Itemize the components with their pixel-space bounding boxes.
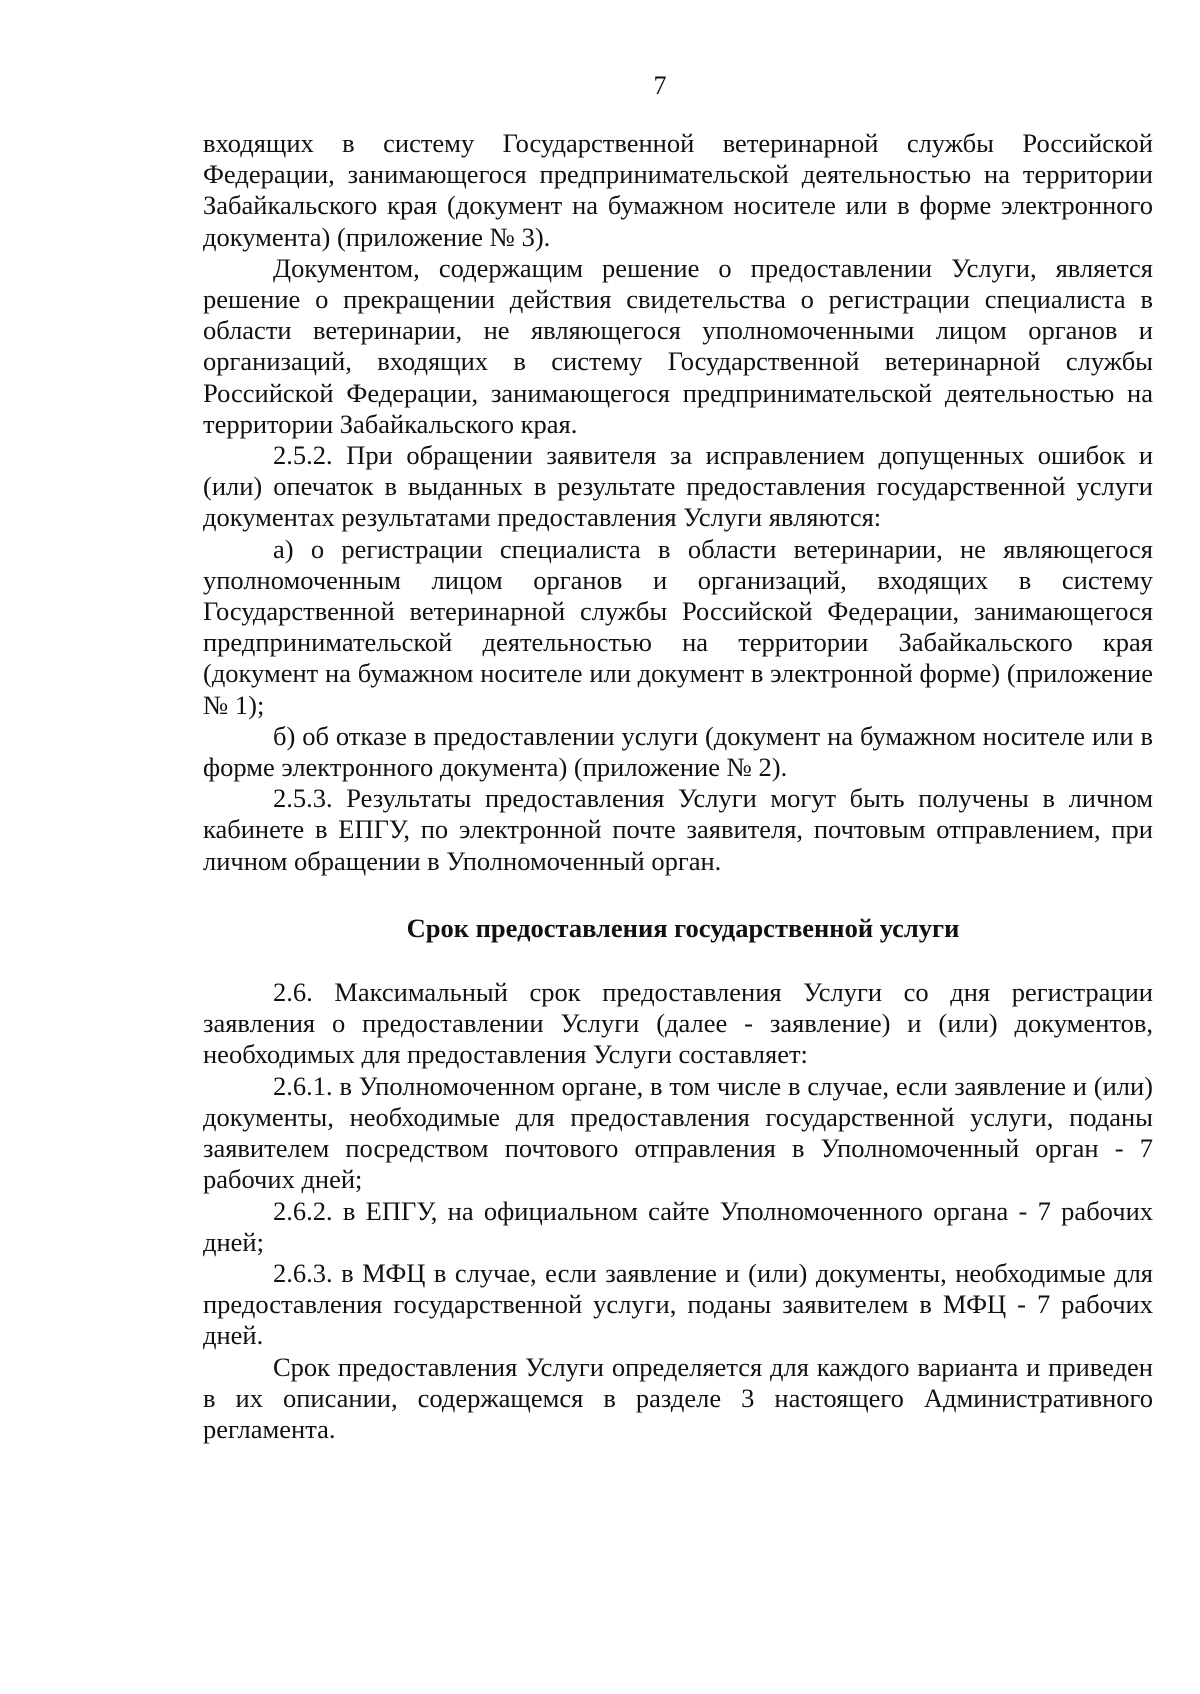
paragraph: б) об отказе в предоставлении услуги (документ на бумажном носителе или в форме электронного документа) (приложение № 2). bbox=[203, 720, 1153, 783]
paragraph: входящих в систему Государственной ветеринарной службы Российской Федерации, занимающегося предпринимательской деятельностью на территории Забайкальского края (документ на бумажном носителе или в форме электронного документа) (приложение № 3). bbox=[203, 128, 1153, 252]
paragraph: а) о регистрации специалиста в области ветеринарии, не являющегося уполномоченным лицом органов и организаций, входящих в систему Государственной ветеринарной службы Российской Федерации, занимающегося предпринимательской деятельностью на территории Забайкальского края (документ на бумажном носителе или документ в электронной форме) (приложение № 1); bbox=[203, 533, 1153, 720]
section-heading: Срок предоставления государственной услуги bbox=[406, 912, 960, 943]
paragraph: Срок предоставления Услуги определяется для каждого варианта и приведен в их описании, содержащемся в разделе 3 настоящего Административного регламента. bbox=[203, 1351, 1153, 1444]
document-body bbox=[203, 128, 1153, 1445]
paragraph: Документом, содержащим решение о предоставлении Услуги, является решение о прекращении действия свидетельства о регистрации специалиста в области ветеринарии, не являющегося уполномоченными лицом органов и организаций, входящих в систему Государственной ветеринарной службы Российской Федерации, занимающегося предпринимательской деятельностью на территории Забайкальского края. bbox=[203, 252, 1153, 439]
paragraph: 2.6. Максимальный срок предоставления Услуги со дня регистрации заявления о предоставлении Услуги (далее - заявление) и (или) документов, необходимых для предоставления Услуги составляет: bbox=[203, 977, 1153, 1070]
paragraph: 2.5.3. Результаты предоставления Услуги могут быть получены в личном кабинете в ЕПГУ, по электронной почте заявителя, почтовым отправлением, при личном обращении в Уполномоченный орган. bbox=[203, 783, 1153, 876]
page-number: 7 bbox=[653, 71, 667, 100]
paragraphs-after-heading bbox=[203, 977, 1153, 1445]
paragraph: 2.6.3. в МФЦ в случае, если заявление и (или) документы, необходимые для предоставления государственной услуги, поданы заявителем в МФЦ - 7 рабочих дней. bbox=[203, 1257, 1153, 1351]
paragraphs-before-heading bbox=[203, 128, 1153, 877]
paragraph: 2.5.2. При обращении заявителя за исправлением допущенных ошибок и (или) опечаток в выданных в результате предоставления государственной услуги документах результатами предоставления Услуги являются: bbox=[203, 440, 1153, 533]
paragraph: 2.6.1. в Уполномоченном органе, в том числе в случае, если заявление и (или) документы, необходимые для предоставления государственной услуги, поданы заявителем посредством почтового отправления в Уполномоченный орган - 7 рабочих дней; bbox=[203, 1070, 1153, 1195]
paragraph: 2.6.2. в ЕПГУ, на официальном сайте Уполномоченного органа - 7 рабочих дней; bbox=[203, 1195, 1153, 1257]
